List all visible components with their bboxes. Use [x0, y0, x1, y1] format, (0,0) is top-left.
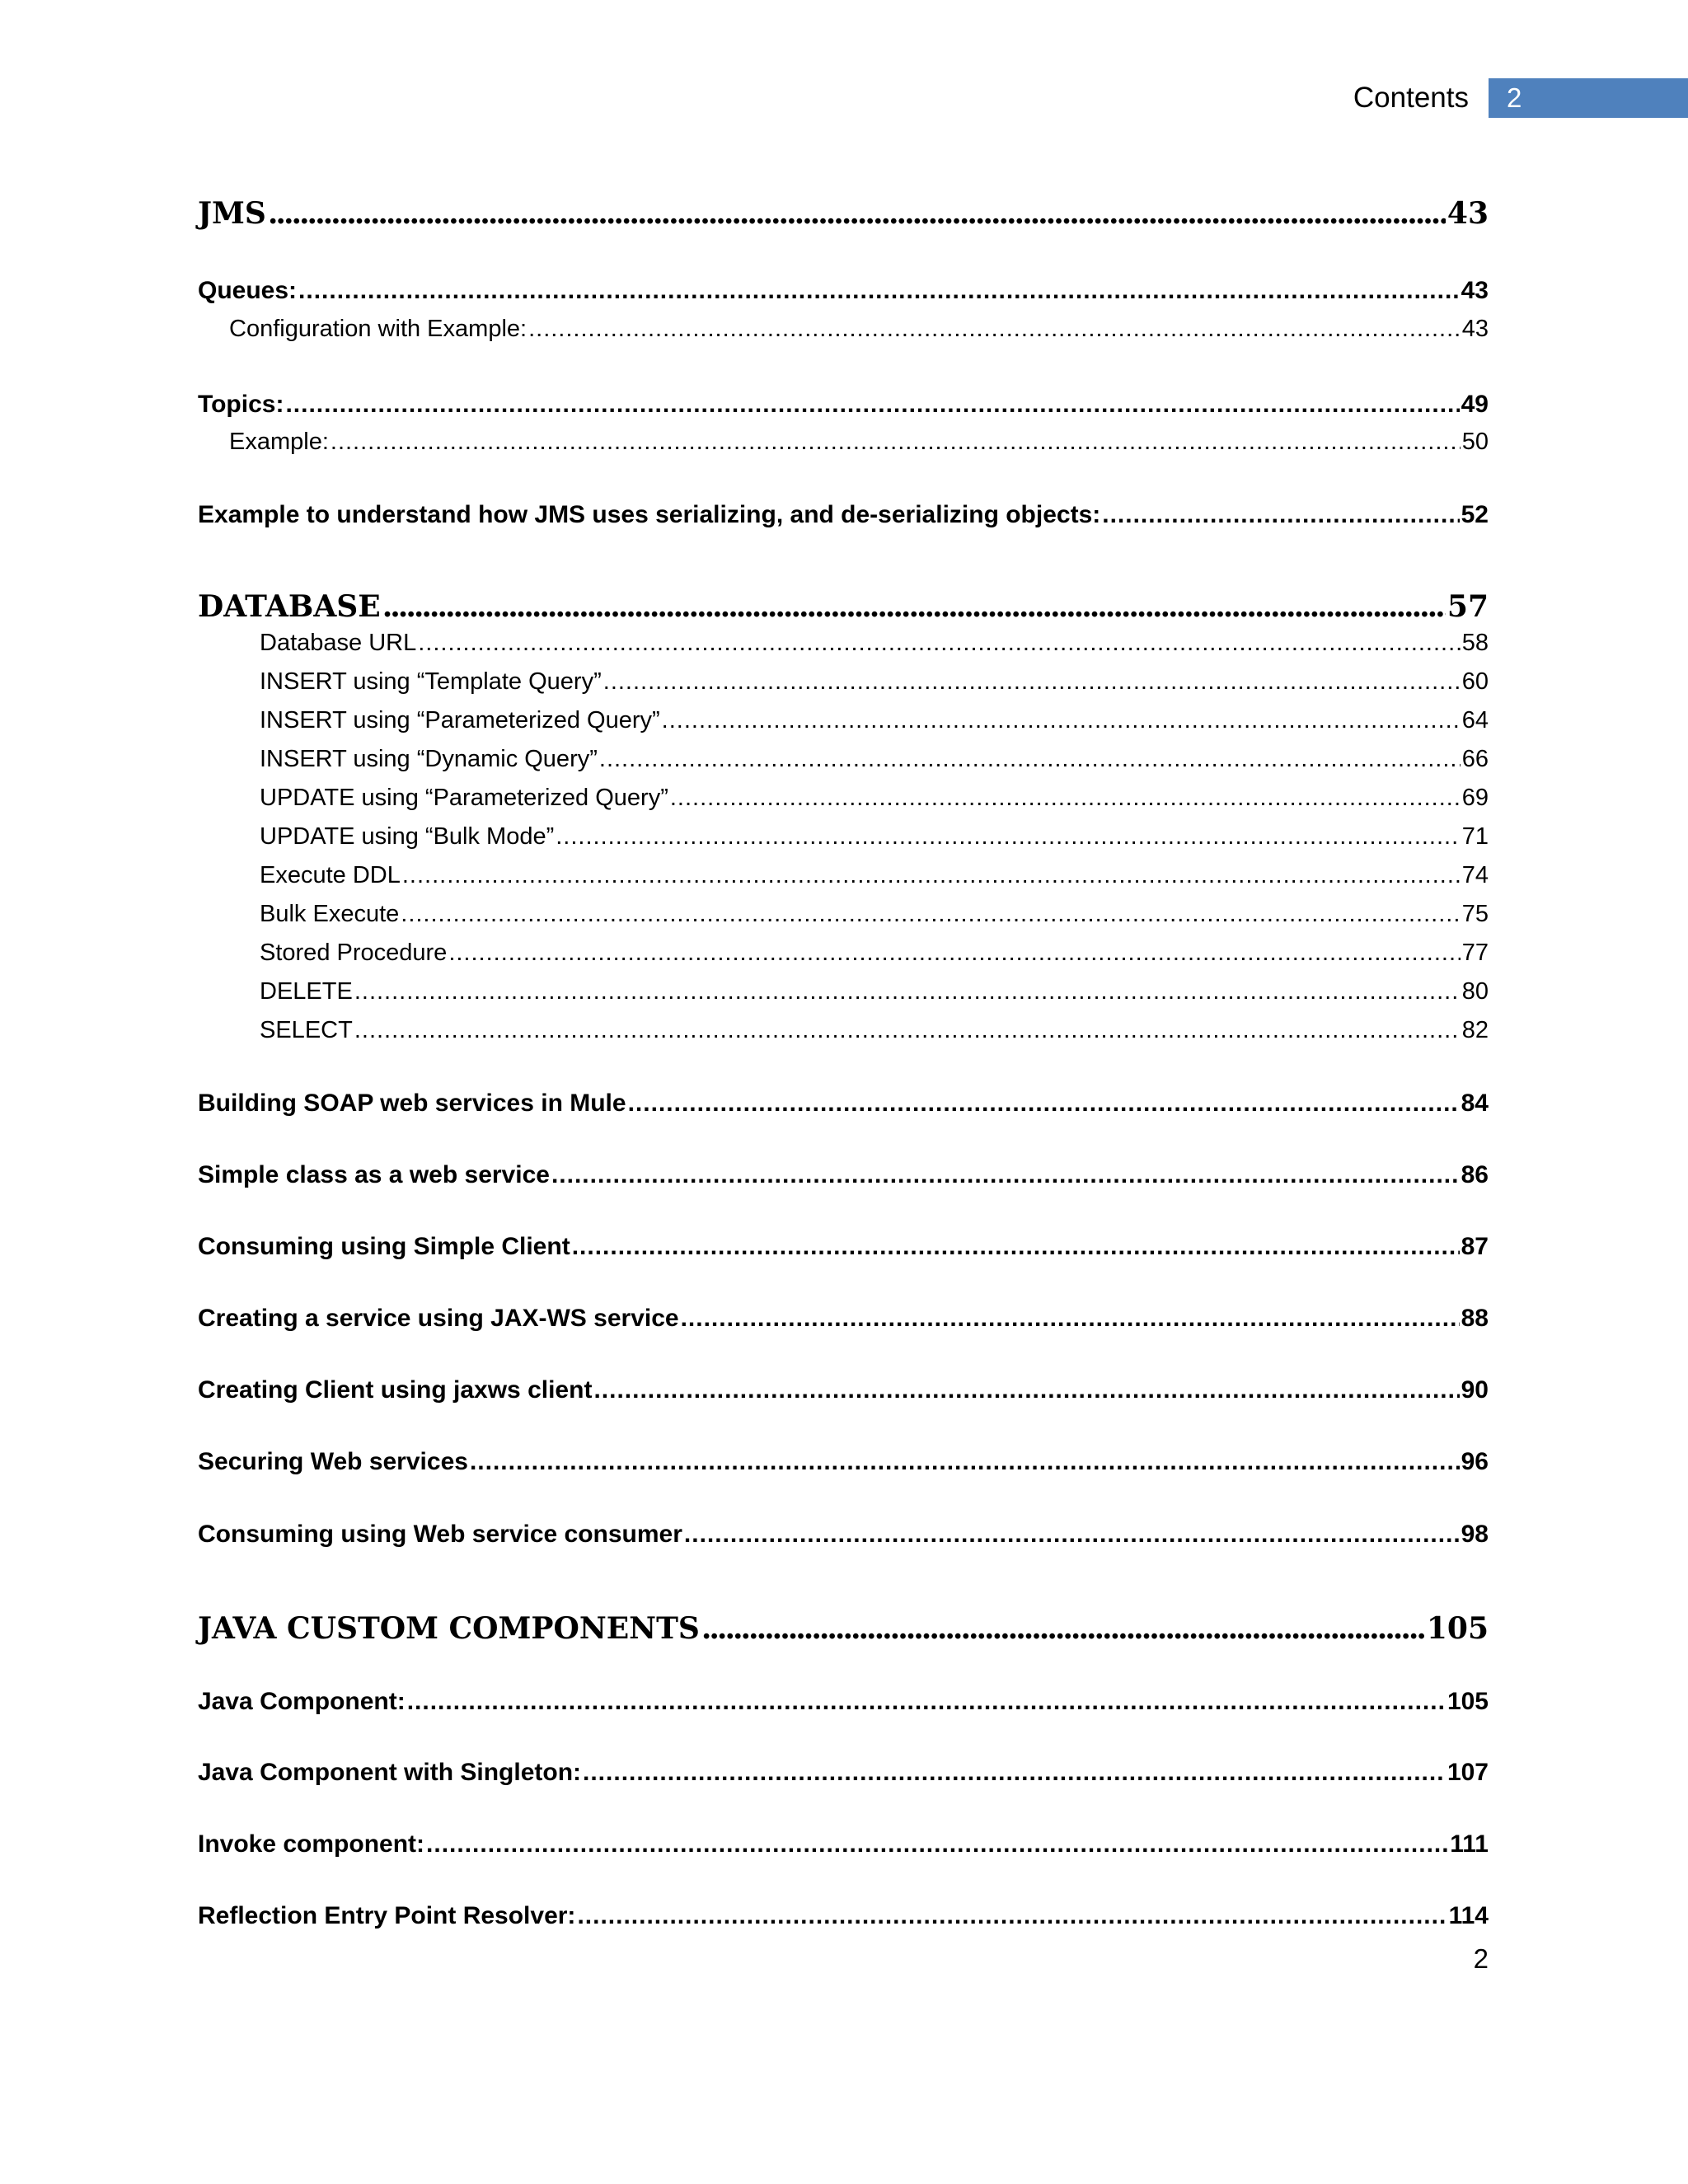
- toc-dot-leader: [1102, 501, 1459, 529]
- toc-entry-page: 43: [1461, 277, 1489, 304]
- toc-dot-leader: [684, 1521, 1460, 1549]
- toc-entry[interactable]: [260, 862, 1489, 889]
- toc-entry-title: Consuming using Simple Client: [198, 1233, 570, 1260]
- toc-dot-leader: [670, 785, 1461, 812]
- toc-entry-page: 69: [1461, 785, 1489, 811]
- toc-entry-title: Example to understand how JMS uses serializing, and de-serializing objects:: [198, 501, 1101, 528]
- toc-entry-page: 82: [1461, 1017, 1489, 1043]
- toc-entry[interactable]: [229, 316, 1489, 343]
- toc-dot-leader: [382, 589, 1446, 624]
- toc-entry-page: 77: [1461, 940, 1489, 966]
- toc-dot-leader: [583, 1759, 1446, 1787]
- toc-entry[interactable]: [198, 1305, 1489, 1333]
- toc-entry-page: 96: [1461, 1448, 1489, 1475]
- toc-entry[interactable]: [198, 1233, 1489, 1261]
- toc-entry[interactable]: [260, 668, 1489, 696]
- toc-dot-leader: [401, 901, 1460, 928]
- toc-dot-leader: [599, 746, 1461, 773]
- toc-entry[interactable]: [198, 1090, 1489, 1118]
- toc-entry-page: 66: [1461, 746, 1489, 772]
- toc-entry[interactable]: [260, 785, 1489, 812]
- toc-entry-page: 60: [1461, 668, 1489, 695]
- toc-entry-title: Invoke component:: [198, 1830, 425, 1858]
- toc-dot-leader: [593, 1376, 1459, 1404]
- toc-entry[interactable]: [198, 1902, 1489, 1930]
- toc-dot-leader: [528, 316, 1461, 343]
- toc-entry[interactable]: [198, 1521, 1489, 1549]
- toc-entry[interactable]: [198, 501, 1489, 529]
- toc-entry-title: Building SOAP web services in Mule: [198, 1090, 626, 1117]
- toc-entry-title: Securing Web services: [198, 1448, 468, 1475]
- toc-entry-page: 88: [1461, 1305, 1489, 1332]
- toc-dot-leader: [426, 1830, 1448, 1858]
- header-page-badge: 2: [1489, 78, 1688, 118]
- toc-entry-title: Example:: [229, 429, 329, 455]
- toc-entry-title: JAVA CUSTOM COMPONENTS: [198, 1611, 700, 1646]
- page-header: [1353, 77, 1688, 119]
- toc-entry-title: SELECT: [260, 1017, 353, 1043]
- toc-entry-title: JMS: [198, 196, 266, 231]
- toc-entry-page: 43: [1461, 316, 1489, 342]
- toc-dot-leader: [603, 668, 1461, 696]
- toc-dot-leader: [681, 1305, 1460, 1333]
- toc-entry-title: Bulk Execute: [260, 901, 400, 927]
- toc-entry-page: 52: [1461, 501, 1489, 528]
- toc-dot-leader: [448, 940, 1460, 967]
- toc-dot-leader: [354, 978, 1461, 1005]
- toc-entry-page: 90: [1461, 1376, 1489, 1404]
- toc-dot-leader: [551, 1161, 1460, 1189]
- toc-dot-leader: [628, 1090, 1460, 1118]
- toc-entry-title: DATABASE: [198, 589, 381, 624]
- toc-entry-title: UPDATE using “Bulk Mode”: [260, 823, 555, 850]
- toc-dot-leader: [662, 707, 1461, 734]
- toc-entry[interactable]: [198, 277, 1489, 305]
- toc-entry-title: Configuration with Example:: [229, 316, 528, 342]
- toc-entry-page: 111: [1450, 1830, 1489, 1858]
- toc-entry[interactable]: [198, 391, 1489, 419]
- toc-dot-leader: [470, 1448, 1460, 1476]
- toc-dot-leader: [285, 391, 1459, 419]
- toc-entry-page: 74: [1461, 862, 1489, 888]
- toc-entry-page: 50: [1461, 429, 1489, 455]
- toc-entry-page: 43: [1447, 196, 1489, 231]
- toc-entry-page: 57: [1447, 589, 1489, 624]
- header-title: Contents: [1353, 82, 1469, 114]
- toc-entry-page: 86: [1461, 1161, 1489, 1188]
- toc-entry-title: UPDATE using “Parameterized Query”: [260, 785, 668, 811]
- toc-entry-title: Creating a service using JAX-WS service: [198, 1305, 679, 1332]
- toc-entry-page: 105: [1447, 1688, 1489, 1715]
- toc-entry-page: 58: [1461, 630, 1489, 656]
- toc-entry[interactable]: [198, 1161, 1489, 1189]
- toc-entry[interactable]: [260, 746, 1489, 773]
- toc-dot-leader: [298, 277, 1460, 305]
- toc-entry-page: 98: [1461, 1521, 1489, 1548]
- toc-dot-leader: [701, 1611, 1425, 1646]
- toc-entry-page: 49: [1461, 391, 1489, 418]
- toc-entry[interactable]: [260, 901, 1489, 928]
- toc-entry[interactable]: [198, 1376, 1489, 1404]
- toc-entry[interactable]: [198, 589, 1489, 624]
- toc-entry-page: 84: [1461, 1090, 1489, 1117]
- toc-entry[interactable]: [198, 1830, 1489, 1858]
- toc-entry[interactable]: [198, 196, 1489, 231]
- toc-entry-title: DELETE: [260, 978, 353, 1005]
- toc-entry-page: 114: [1448, 1902, 1489, 1929]
- toc-entry-page: 75: [1461, 901, 1489, 927]
- toc-entry-page: 64: [1461, 707, 1489, 733]
- toc-entry-title: INSERT using “Dynamic Query”: [260, 746, 598, 772]
- toc-dot-leader: [556, 823, 1460, 851]
- footer-page-number: 2: [1473, 1943, 1489, 1974]
- toc-entry-title: Reflection Entry Point Resolver:: [198, 1902, 576, 1929]
- toc-entry[interactable]: [260, 978, 1489, 1005]
- toc-entry-title: INSERT using “Template Query”: [260, 668, 602, 695]
- toc-entry[interactable]: [260, 823, 1489, 851]
- toc-entry-title: Database URL: [260, 630, 417, 656]
- toc-dot-leader: [407, 1688, 1446, 1716]
- toc-entry-title: Java Component with Singleton:: [198, 1759, 582, 1786]
- toc-entry-page: 80: [1461, 978, 1489, 1005]
- toc-dot-leader: [577, 1902, 1447, 1930]
- toc-entry-title: Topics:: [198, 391, 284, 418]
- toc-entry-page: 71: [1461, 823, 1489, 850]
- toc-entry[interactable]: [198, 1611, 1489, 1646]
- toc-entry-page: 107: [1447, 1759, 1489, 1786]
- toc-entry-title: Queues:: [198, 277, 298, 304]
- toc-dot-leader: [354, 1017, 1461, 1044]
- toc-entry-title: Stored Procedure: [260, 940, 448, 966]
- toc-entry-title: Consuming using Web service consumer: [198, 1521, 682, 1548]
- toc-dot-leader: [331, 429, 1461, 456]
- toc-entry[interactable]: [229, 429, 1489, 456]
- toc-entry-title: Java Component:: [198, 1688, 406, 1715]
- toc-dot-leader: [572, 1233, 1460, 1261]
- toc-entry[interactable]: [260, 940, 1489, 967]
- toc-entry[interactable]: [198, 1448, 1489, 1476]
- toc-entry-page: 87: [1461, 1233, 1489, 1260]
- toc-entry[interactable]: [198, 1759, 1489, 1787]
- toc-entry-title: Creating Client using jaxws client: [198, 1376, 593, 1404]
- toc-entry[interactable]: [260, 707, 1489, 734]
- toc-dot-leader: [402, 862, 1461, 889]
- toc-entry[interactable]: [260, 1017, 1489, 1044]
- toc-entry-title: Execute DDL: [260, 862, 401, 888]
- toc-dot-leader: [418, 630, 1461, 657]
- toc-entry-title: INSERT using “Parameterized Query”: [260, 707, 660, 733]
- toc-entry[interactable]: [260, 630, 1489, 657]
- toc-entry-title: Simple class as a web service: [198, 1161, 550, 1188]
- toc-entry[interactable]: [198, 1688, 1489, 1716]
- toc-entry-page: 105: [1426, 1611, 1489, 1646]
- toc-dot-leader: [268, 196, 1446, 231]
